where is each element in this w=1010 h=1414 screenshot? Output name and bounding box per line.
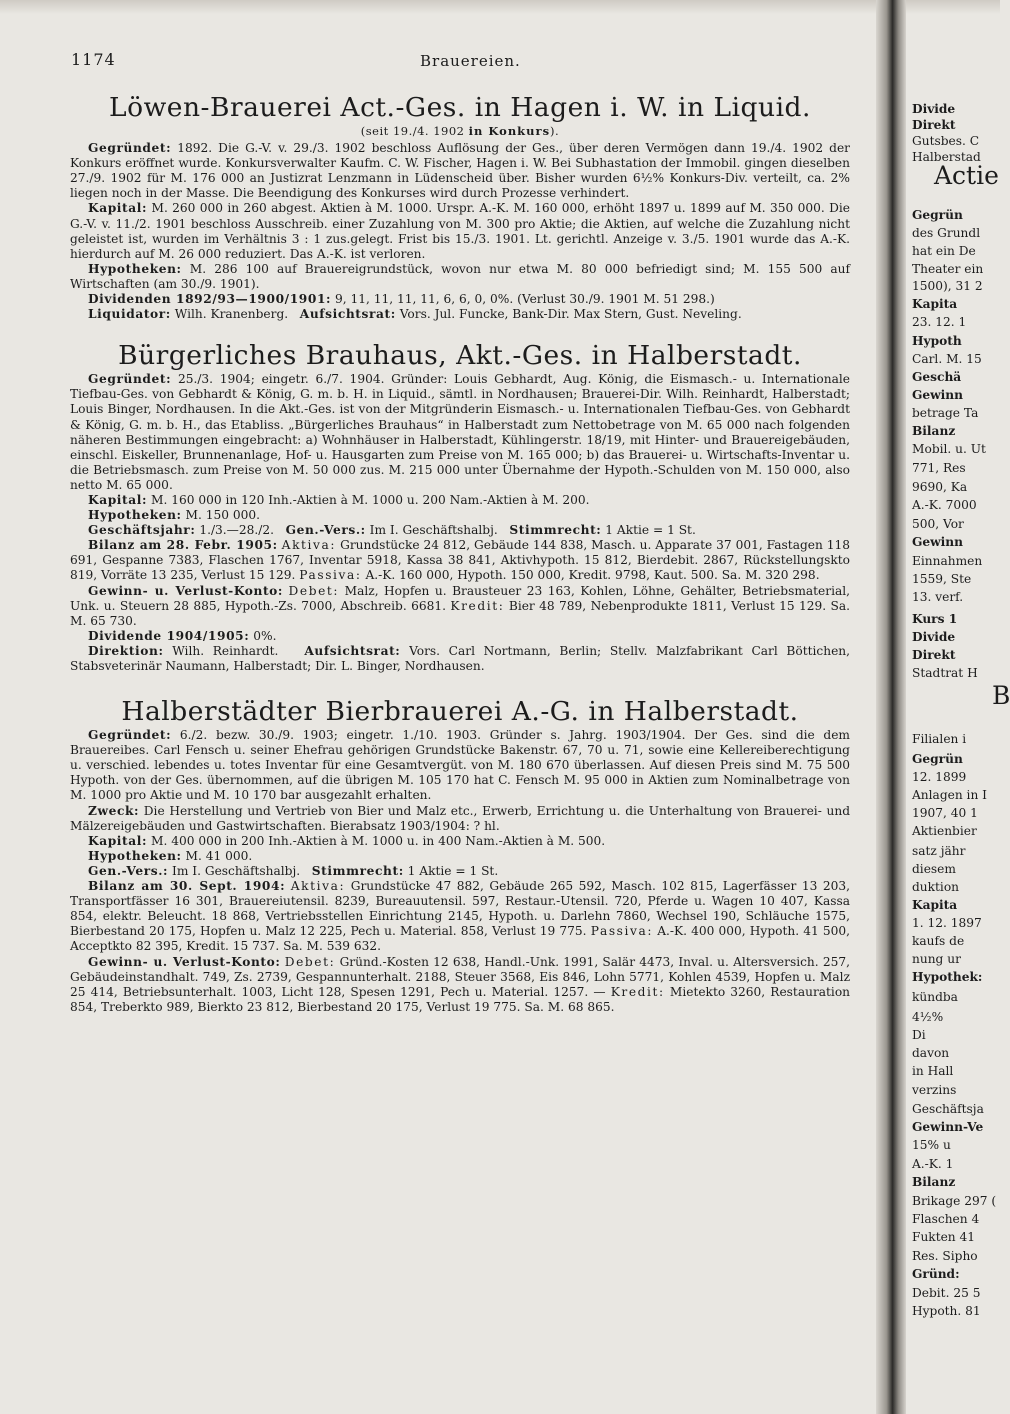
adjacent-page-fragment [908,0,1010,1414]
fragment-line: Geschä [912,370,962,384]
fragment-line: Brikage 297 ( [912,1194,997,1208]
fragment-line: Bilanz [912,1175,956,1189]
fragment-line: Gründ: [912,1267,960,1281]
fragment-line: Aktienbier [912,824,977,838]
running-head: Brauereien. [420,52,521,70]
paragraph-gen-vers: Gen.-Vers.: Im I. Geschäftshalbj. Stimmrecht: 1 Aktie = 1 St. [88,863,499,878]
fragment-line: B [992,681,1010,710]
paragraph-gewinn-verlust: Gewinn- u. Verlust-Konto: Debet: Malz, Hopfen u. Brausteuer 23 163, Kohlen, Löhne, Gehälter, Betriebsmaterial, Unk. u. Steuern 28 885, Hypoth.-Zs. 7000, Abschreib. 6681. Kredit: Bier 48 789, Nebenprodukte 1811, Verlust 15 129. Sa. M. 65 730. [70,583,851,628]
fragment-line: davon [912,1046,950,1060]
fragment-line: Hypoth [912,334,962,348]
fragment-line: 1559, Ste [912,572,972,586]
page-number: 1174 [71,50,116,69]
fragment-line: Halberstad [912,150,981,164]
fragment-line: Theater ein [912,262,984,276]
fragment-line: diesem [912,862,956,876]
fragment-line: Gegrün [912,752,963,766]
paragraph-bilanz: Bilanz am 28. Febr. 1905: Aktiva: Grundstücke 24 812, Gebäude 144 838, Masch. u. Apparate 37 001, Fastagen 118 691, Gespanne 7383, Flaschen 1767, Inventar 5918, Kassa 38 841, Aktivhypoth. 15 812, Bierdebit. 2867, Rückstellungskto 819, Vorräte 13 235, Verlust 15 129. Passiva: A.-K. 160 000, Hypoth. 150 000, Kredit. 9798, Kaut. 500. Sa. M. 320 298. [70,538,851,583]
fragment-line: 4½% [912,1010,944,1024]
fragment-line: Gegrün [912,208,963,222]
fragment-line: 9690, Ka [912,480,968,494]
fragment-line: 1500), 31 2 [912,279,983,293]
fragment-line: Mobil. u. Ut [912,442,986,456]
entry-title: Bürgerliches Brauhaus, Akt.-Ges. in Halberstadt. [118,340,802,372]
fragment-line: Fukten 41 [912,1230,976,1244]
fragment-line: 1907, 40 1 [912,806,978,820]
fragment-line: Hypothek: [912,970,983,984]
fragment-line: Direkt [912,648,956,662]
fragment-line: Flaschen 4 [912,1212,980,1226]
paragraph-direktion: Direktion: Wilh. Reinhardt. Aufsichtsrat: Vors. Carl Nortmann, Berlin; Stellv. Malzfabrikant Carl Böttichen, Stabsveterinär Naumann, Halberstadt; Dir. L. Binger, Nordhausen. [70,643,851,673]
fragment-line: Filialen i [912,732,967,746]
paragraph-kapital: Kapital: M. 400 000 in 200 Inh.-Aktien à M. 1000 u. in 400 Nam.-Aktien à M. 500. [88,833,606,848]
fragment-line: Gewinn-Ve [912,1120,984,1134]
fragment-line: Debit. 25 5 [912,1286,981,1300]
paragraph-gegruendet: Gegründet: 6./2. bezw. 30./9. 1903; eingetr. 1./10. 1903. Gründer s. Jahrg. 1903/1904. Der Ges. sind die dem Brauereibes. Carl Fensch u. seiner Ehefrau gehörigen Grundstücke Bakenstr. 67, 70 u. 71, sowie eine Kellereiberechtigung u. verschied. lebendes u. totes Inventar für eine Gesamtvergüt. von M. 180 670 überlassen. Auf diesen Preis sind M. 75 500 Hypoth. von der Ges. übernommen, auf die übrigen M. 105 170 hat C. Fensch M. 95 000 in Aktien zum Nominalbetrage von M. 1000 pro Aktie und M. 10 170 bar ausgezahlt erhalten. [70,728,850,803]
fragment-line: 12. 1899 [912,770,967,784]
paragraph-liquidator: Liquidator: Wilh. Kranenberg. Aufsichtsrat: Vors. Jul. Funcke, Bank-Dir. Max Stern, Gust. Neveling. [88,307,742,322]
fragment-line: Anlagen in I [912,788,987,802]
subtitle-prefix: (seit 19./4. 1902 [360,124,465,138]
paragraph-hypotheken: Hypotheken: M. 286 100 auf Brauereigrundstück, wovon nur etwa M. 80 000 befriedigt sind; M. 155 500 auf Wirtschaften (am 30./9. 1901). [70,261,850,291]
fragment-line: kündba [912,990,958,1004]
fragment-line: Direkt [912,118,956,132]
subtitle-suffix: ). [550,124,560,138]
fragment-line: Kapita [912,297,958,311]
fragment-line: 13. verf. [912,590,964,604]
book-gutter [876,0,906,1414]
fragment-line: A.-K. 1 [912,1157,954,1171]
fragment-line: duktion [912,880,960,894]
fragment-line: Einnahmen [912,554,983,568]
fragment-line: 1. 12. 1897 [912,916,982,930]
fragment-line: 15% u [912,1138,951,1152]
paragraph-zweck: Zweck: Die Herstellung und Vertrieb von Bier und Malz etc., Erwerb, Errichtung u. die Unterhaltung von Brauerei- und Mälzereigebäuden und Gastwirtschaften. Bierabsatz 1903/1904: ? hl. [70,803,850,833]
entry-title: Löwen-Brauerei Act.-Ges. in Hagen i. W. in Liquid. [109,92,811,123]
paragraph-hypotheken: Hypotheken: M. 150 000. [88,508,261,523]
fragment-line: Gewinn [912,388,964,402]
paragraph-gegruendet: Gegründet: 1892. Die G.-V. v. 29./3. 1902 beschloss Auflösung der Ges., über deren Vermögen dann 19./4. 1902 der Konkurs eröffnet wurde. Konkursverwalter Kaufm. C. W. Fischer, Hagen i. W. Bei Subhastation der Immobil. gingen dieselben 27./9. 1902 für M. 176 000 an Justizrat Lenzmann in Lüdenscheid über. Bisher wurden 6½% Konkurs-Div. verteilt, ca. 2% liegen noch in der Masse. Die Beendigung des Konkurses wird durch Prozesse verhindert. [70,141,851,201]
paragraph-kapital: Kapital: M. 260 000 in 260 abgest. Aktien à M. 1000. Urspr. A.-K. M. 160 000, erhöht 1897 u. 1899 auf M. 350 000. Die G.-V. v. 11./2. 1901 beschloss Ausschreib. einer Zuzahlung von M. 300 pro Aktie; die Aktien, auf welche die Zuzahlung nicht geleistet ist, wurden im Verhältnis 3 : 1 zus.gelegt. Frist bis 15./3. 1901. Lt. gerichtl. Anzeige v. 3./5. 1901 wurde das A.-K. hierdurch auf M. 26 000 reduziert. Das A.-K. ist verloren. [70,201,851,261]
paragraph-dividende: Dividende 1904/1905: 0%. [88,628,277,643]
paragraph-geschaeftsjahr: Geschäftsjahr: 1./3.—28./2. Gen.-Vers.: Im I. Geschäftshalbj. Stimmrecht: 1 Aktie = 1 St. [88,523,696,538]
fragment-line: 771, Res [912,461,966,475]
fragment-line: kaufs de [912,934,965,948]
fragment-line: Carl. M. 15 [912,352,982,366]
fragment-line: Kapita [912,898,958,912]
fragment-line: Actie [934,161,999,190]
fragment-line: Hypoth. 81 [912,1304,981,1318]
fragment-line: Res. Sipho [912,1249,978,1263]
paragraph-hypotheken: Hypotheken: M. 41 000. [88,848,253,863]
fragment-line: in Hall [912,1064,954,1078]
fragment-line: verzins [912,1083,957,1097]
fragment-line: Gutsbes. C [912,134,980,148]
paragraph-gewinn-verlust: Gewinn- u. Verlust-Konto: Debet: Gründ.-Kosten 12 638, Handl.-Unk. 1991, Salär 4473, Inval. u. Altersversich. 257, Gebäudeinstandhalt. 749, Zs. 2739, Gespannunterhalt. 2188, Steuer 3568, Eis 846, Lohn 5771, Kohlen 4539, Hopfen u. Malz 25 414, Betriebsunterhalt. 1003, Licht 128, Spesen 1291, Pech u. Material. 1257. — Kredit: Mietekto 3260, Restauration 854, Treberkto 989, Bierkto 23 812, Bierbestand 20 175, Verlust 19 775. Sa. M. 68 865. [70,954,851,1014]
paragraph-kapital: Kapital: M. 160 000 in 120 Inh.-Aktien à M. 1000 u. 200 Nam.-Aktien à M. 200. [88,492,590,507]
fragment-line: Divide [912,630,956,644]
paragraph-bilanz: Bilanz am 30. Sept. 1904: Aktiva: Grundstücke 47 882, Gebäude 265 592, Masch. 102 815, Lagerfässer 13 203, Transportfässer 16 301, Brauereiutensil. 8239, Bureauutensil. 597, Restaur.-Utensil. 720, Pferde u. Wagen 10 407, Kassa 854, elektr. Beleucht. 18 868, Vertriebsstellen Einrichtung 2145, Hypoth. u. Darlehn 7860, Wechsel 190, Schläuche 1575, Bierbestand 20 175, Hopfen u. Malz 12 225, Pech u. Material. 858, Verlust 19 775. Passiva: A.-K. 400 000, Hypoth. 41 500, Acceptkto 82 395, Kredit. 15 737. Sa. M. 539 632. [70,879,851,954]
fragment-line: satz jähr [912,844,966,858]
fragment-line: Geschäftsja [912,1102,984,1116]
fragment-line: Gewinn [912,535,964,549]
fragment-line: 500, Vor [912,517,964,531]
fragment-line: nung ur [912,952,961,966]
fragment-line: 23. 12. 1 [912,315,967,329]
fragment-line: A.-K. 7000 [912,498,977,512]
fragment-line: des Grundl [912,226,981,240]
paragraph-dividenden: Dividenden 1892/93—1900/1901: 9, 11, 11, 11, 11, 6, 6, 0, 0%. (Verlust 30./9. 1901 M. 51 298.) [88,292,715,307]
fragment-line: hat ein De [912,244,976,258]
entry-subtitle [70,124,850,139]
fragment-line: Kurs 1 [912,612,958,626]
main-column [70,88,850,1015]
fragment-line: Stadtrat H [912,666,978,680]
subtitle-konkurs: in Konkurs [468,124,551,138]
fragment-line: Bilanz [912,424,956,438]
entry-title: Halberstädter Bierbrauerei A.-G. in Halberstadt. [121,696,799,728]
scan-top-edge [0,0,1000,14]
fragment-line: betrage Ta [912,406,979,420]
fragment-line: Di [912,1028,926,1042]
paragraph-gegruendet: Gegründet: 25./3. 1904; eingetr. 6./7. 1904. Gründer: Louis Gebhardt, Aug. König, die Eismasch.- u. Internationale Tiefbau-Ges. von Gebhardt & König, G. m. b. H. in Liquid., sämtl. in Nordhausen; Brauerei-Dir. Wilh. Reinhardt, Halberstadt; Louis Binger, Nordhausen. In die Akt.-Ges. ist von der Mitgründerin Eismasch.- u. Internationalen Tiefbau-Ges. von Gebhardt & König, G. m. b. H., das Etabliss. „Bürgerliches Brauhaus“ in Halberstadt zum Nettobetrage von M. 65 000 nach folgenden näheren Bestimmungen eingebracht: a) Wohnhäuser in Halberstadt, Kühlingerstr. 18/19, mit Hinter- und Brauereigebäuden, einschl. Eiskeller, Brunnenanlage, Hof- u. Hausgarten zum Preise von M. 165 000; b) das Brauerei- u. Wirtschafts-Inventar u. die Betriebsmasch. zum Preise von M. 50 000 zus. M. 215 000 unter Übernahme der Hypoth.-Schulden von M. 150 000, also netto M. 65 000. [70,372,851,492]
fragment-line: Divide [912,102,956,116]
